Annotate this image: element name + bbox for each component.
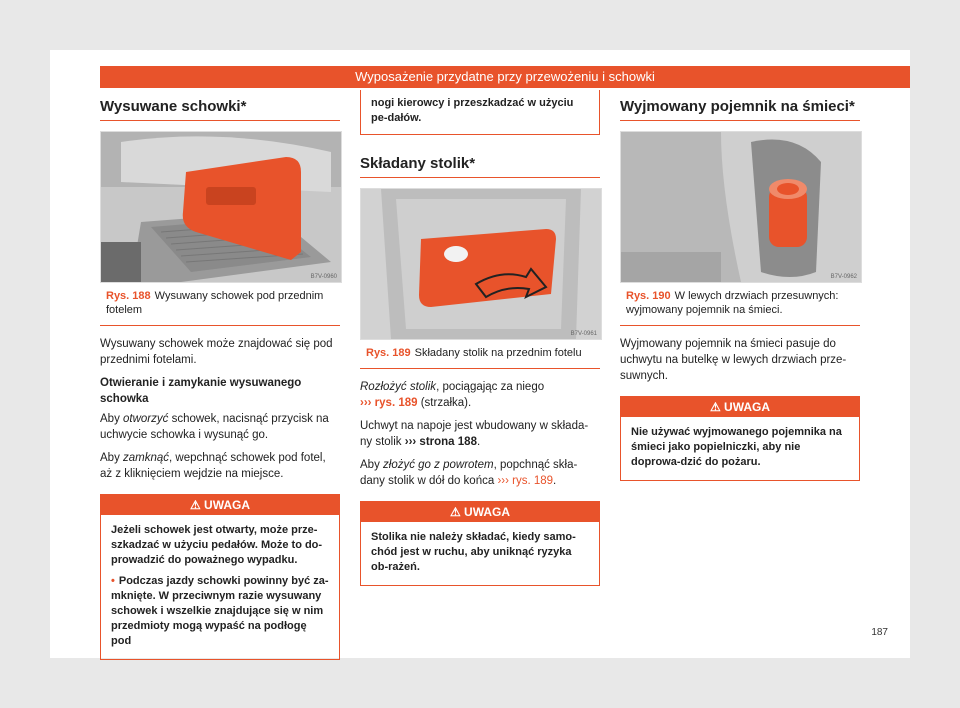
warning-text: Jeżeli schowek jest otwarty, może prze-szkadzać w użyciu pedałów. Może to do-prowadzić do poważnego wypadku. — [111, 524, 323, 566]
paragraph: Wyjmowany pojemnik na śmieci pasuje do uchwytu na butelkę w lewych drzwiach prze-suwnych. — [620, 338, 847, 382]
figure-link[interactable]: ››› rys. 189 — [360, 397, 418, 409]
paragraph: Rozłożyć stolik, pociągając za niego ››› rys. 189 (strzałka). — [360, 381, 545, 409]
paragraph: Aby otworzyć schowek, nacisnąć przycisk na uchwycie schowka i wysunąć go. — [100, 413, 329, 441]
figure-link[interactable]: ››› rys. 189 — [497, 475, 554, 487]
warning-body — [621, 417, 859, 480]
figure-caption-text: Składany stolik na przednim fotelu — [414, 347, 582, 359]
warning-text: Nie używać wyjmowanego pojemnika na śmieci jako popielniczki, aby nie doprowa-dzić do pożaru. — [631, 426, 842, 468]
warning-body — [361, 522, 599, 585]
column-2 — [360, 90, 600, 586]
warning-header: ⚠ UWAGA — [621, 397, 859, 417]
paragraph: Aby zamknąć, wepchnąć schowek pod fotel, aż z kliknięciem wejdzie na miejsce. — [100, 452, 326, 480]
section-title-bin: Wyjmowany pojemnik na śmieci* — [620, 90, 860, 121]
figure-code: B7V-0962 — [830, 274, 857, 280]
paragraph: Aby złożyć go z powrotem, popchnąć skła-dany stolik w dół do końca ››› rys. 189. — [360, 459, 578, 487]
figure-code: B7V-0960 — [310, 274, 337, 280]
page-link[interactable]: ››› strona 188 — [404, 436, 477, 448]
figure-caption — [620, 283, 860, 326]
page-number: 187 — [871, 627, 888, 638]
figure-label: Rys. 189 — [366, 347, 411, 359]
section-title-drawers: Wysuwane schowki* — [100, 90, 340, 121]
figure-caption — [360, 340, 600, 369]
figure-label: Rys. 190 — [626, 290, 671, 302]
paragraph: Wysuwany schowek może znajdować się pod przednimi fotelami. — [100, 338, 333, 366]
warning-text: Stolika nie należy składać, kiedy samo-chód jest w ruchu, aby uniknąć ryzyka ob-rażeń. — [371, 531, 576, 573]
column-1 — [100, 90, 340, 660]
bullet-icon: • — [111, 575, 115, 587]
warning-box — [360, 501, 600, 586]
subheading: Otwieranie i zamykanie wysuwanego schowka — [100, 377, 302, 405]
warning-icon: ⚠ — [449, 505, 465, 519]
section-title-table: Składany stolik* — [360, 147, 600, 178]
chapter-header: Wyposażenie przydatne przy przewożeniu i schowki — [100, 66, 910, 88]
table-illustration — [361, 189, 601, 339]
warning-icon: ⚠ — [189, 498, 205, 512]
warning-icon: ⚠ — [709, 400, 725, 414]
figure-189 — [360, 188, 602, 340]
warning-bullet: • Podczas jazdy schowki powinny być za-mknięte. W przeciwnym razie wysuwany schowek i wszelkie znajdujące się w nim przedmioty mogą wypaść na podłogę pod — [111, 575, 329, 647]
figure-caption — [100, 283, 340, 326]
page — [50, 50, 910, 658]
warning-box — [620, 396, 860, 481]
figure-caption-text: Wysuwany schowek pod przednim fotelem — [106, 290, 324, 316]
figure-caption-text: W lewych drzwiach przesuwnych: wyjmowany pojemnik na śmieci. — [626, 290, 839, 316]
warning-body — [101, 515, 339, 659]
warning-box — [100, 494, 340, 660]
figure-190 — [620, 131, 862, 283]
warning-header: ⚠ UWAGA — [101, 495, 339, 515]
figure-188 — [100, 131, 342, 283]
bin-illustration — [621, 132, 861, 282]
warning-header: ⚠ UWAGA — [361, 502, 599, 522]
paragraph: Uchwyt na napoje jest wbudowany w składa-ny stolik ››› strona 188. — [360, 420, 589, 448]
figure-code: B7V-0961 — [570, 331, 597, 337]
drawer-illustration — [101, 132, 341, 282]
column-3 — [620, 90, 860, 481]
warning-continuation: nogi kierowcy i przeszkadzać w użyciu pe-dałów. — [360, 90, 600, 135]
figure-label: Rys. 188 — [106, 290, 151, 302]
